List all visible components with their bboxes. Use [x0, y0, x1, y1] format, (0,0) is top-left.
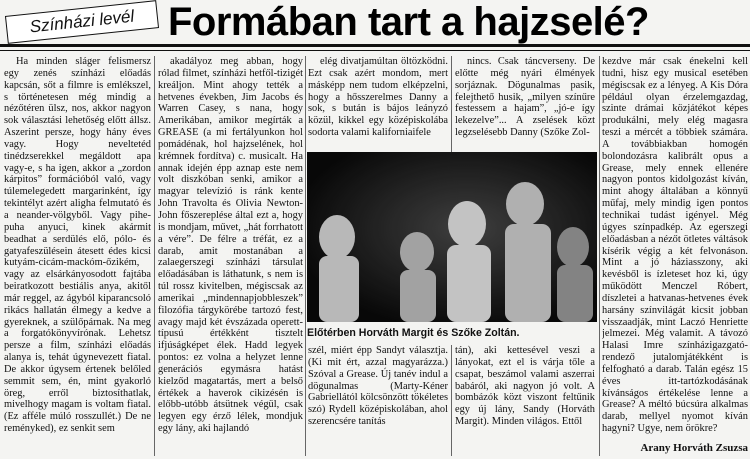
- article-column-1: [4, 56, 151, 456]
- column-4-bottom-text: tán), aki kettesével veszi a lányokat, ezt el is várja tőle a csapat, beszámol valami aszerrai babáról, aki nagyon jó volt. A bombázók közt viszont feltűnik egy új lány, Sandy (Horváth Margit). Minden világos. Ettől: [455, 345, 595, 428]
- column-3-bottom-text: szél, miért épp Sandyt választja. (Ki mit ért, azzal magyarázza.) Szóval a Grease. Új tanév indul a dögunalmas (Marty-Kéner Gabriellától kölcsönzött tökéletes szó) Rydell középiskolában, ahol szerencsére tanítás: [308, 345, 448, 428]
- header-rule-thin: [0, 50, 750, 51]
- column-divider: [599, 56, 600, 456]
- column-divider: [305, 56, 306, 456]
- article-column-4-top: [455, 56, 595, 152]
- column-4-top-text: nincs. Csak táncverseny. De előtte még nyári élmények sorjáznak. Dögunalmas pasik, felejthető husik, „milyen színűre festessem a hajam”, „jó-e így lekezelve”... A zselések közt legzselésebb Danny (Szőke Zol-: [455, 56, 595, 139]
- column-1-text: Ha minden sláger felismersz egy zenés színházi előadás kapcsán, sőt a filmre is emlékszel, s történetesen még mindig a nézőtéren ülsz, nos, akkor nagyon sok választási lehetőség előtt állsz. Aszerint persze, hogy hány éves vagy. Hogy neveltetéd tinédzserekkel megáldott apa vagy-e, s ha igen, akkor a „zordon kárpitos” formációból való, vagy túlemelegedett margarinként, így tekintélyt azért aligha felmutató és a neander-völgyből. Vagy pihe-puha anyuci, kinek akármit beadhat a serdülés elő, pólo- és gatyafeszülésein átesett édes kicsi kutyám-cicám-mackóm-őzikém, vagy az elsárkányosodott fajtába beiratkozott bestiális anya, akitől már reggel, az ágyból kiparancsoló rikács hallatán élmegy a kedve a gyereknek, a szülőpárnak. Na meg a forgatókönyvírónak. Lehetsz persze a film, színházi előadás alanya is, tehát úgynevezett fiatal. De akkor úgysem értenek belőled semmit sem, én, mint gyakorló öreg, erről biztosíthatlak, mivelhogy magam is voltam fiatal. (Ez afféle múló rosszullét.) De ne reményked), ez senkit sem: [4, 56, 151, 435]
- column-divider: [451, 56, 452, 152]
- column-rubric: Színházi levél: [5, 0, 159, 44]
- article-column-4-bottom: [455, 345, 595, 456]
- column-divider: [451, 345, 452, 456]
- column-divider: [154, 56, 155, 456]
- header-rule: [0, 44, 750, 47]
- column-3-top-text: elég divatjamúltan öltözködni. Ezt csak azért mondom, mert másképp nem tudom elképzelni, hogy a hősszerelmes Danny a sok, s bután is bájos leányzó közül, kikkel egy középiskolába sodorta valami kaliforniaifele: [308, 56, 448, 139]
- column-2-text: akadályoz meg abban, hogy rólad filmet, színházi hetfől-tizigét kreáljon. Mint ahogy tették a hetvenes években, Jim Jacobs és Warren Casey, s nana, hogy Amerikában, amikor megírták a GREASE (a mi fertályunkon hol pomádénak, hol hajzselének, hol krémnek fordítva) c. musicalt. Ha annak idején épp aznap este nem volt diszkóban senki, amikor a magyar televízió is ránk kente John Travolta és Olivia Newton-John főszereplése által ezt a, hogy is mondjam, művet, „hát forrhatott a vére”. De félre a tréfát, ez a darab, amit mostanában a zalaegerszegi színházi társulat előadásában is láthatunk, s nem is túl rossz kivitelben, mégiscsak az amerikai „mindennapjobbleszek” filozófia tárgykörébe tartozó fest, avagy majd két évszázada operett-típusú értékként tisztelt ifjúságképet élek. Hadd legyek pontos: ez volna a helyzet lenne generációs egymásra hatást kielződ magatartás, mert a belső értékek a haverok cikizésén is előbb-utóbb átsütnek végül, csak legyen egy érző lélek, mondjuk egy lány, aki hajlandó: [158, 56, 303, 435]
- article-column-2: [158, 56, 303, 456]
- stage-photo-icon: [307, 152, 597, 322]
- article-column-3-top: [308, 56, 448, 152]
- stage-photo: [307, 152, 597, 322]
- photo-caption: Előtérben Horváth Margit és Szőke Zoltán.: [307, 327, 520, 339]
- column-5-text: kezdve már csak énekelni kell tudni, hisz egy musical esetében mégiscsak ez a lényeg. A Kis Dóra például olyan érzelemgazdag, szinte drámai közjátékot képes produkálni, mely elég magasra teszi a mércét a többiek számára. A továbbiakban homogén bolondozásra kalibrált opus a Grease, mely ennek ellenére nagyon pontos kidolgozást kíván, mint ahogy általában a könnyű műfaj, mely mindig igen pontos technikai tudást igényel. Még úgyes színpadkép. Az egerszegi előadásban a nézőt ötletes váltások kísérik végig a két felvonáson. Mint a jó háziasszony, aki kevésből is ízleteset hoz ki, úgy működött Menczel Róbert, díszletei a hatvanas-hetvenes évek harsány színvilágát kicsit jobban visszaadják, mint Laczó Henriette jelmezei. Még valamit. A távozó Halasi Imre színházigazgató-rendező jutalomjátékként is felfogható a darab. Talán egész 15 éves itt-tartózkodásának kívánságos értékelése lenne a Grease? A méltó búcsúra alkalmas darab, mellyel nyomot kíván hagyni? Ugye, nem örökre?: [602, 56, 748, 435]
- headline: Formában tart a hajzselé?: [168, 0, 649, 44]
- article-column-5: [602, 56, 748, 440]
- article-column-3-bottom: [308, 345, 448, 456]
- author-byline: Arany Horváth Zsuzsa: [640, 442, 748, 454]
